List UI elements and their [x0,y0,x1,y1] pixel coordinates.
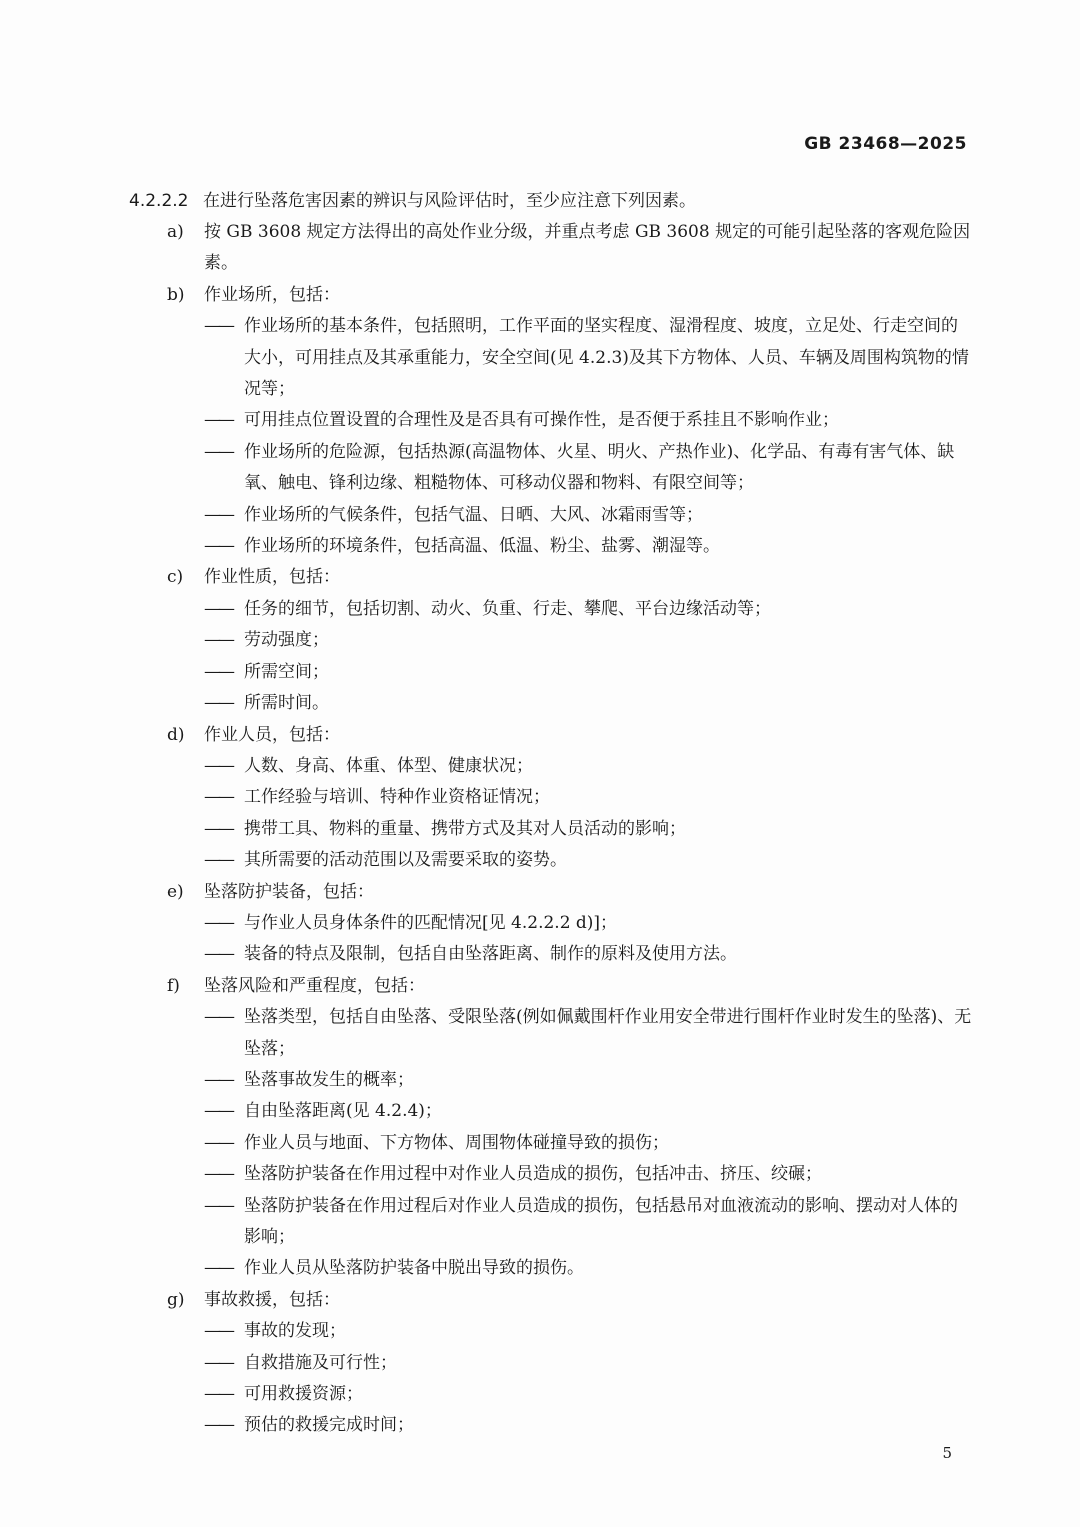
factor-list [0,217,1080,1442]
em-dash-marker: —— [204,1195,232,1216]
list-item-text: 按 GB 3608 规定方法得出的高处作业分级，并重点考虑 GB 3608 规定的可能引起坠落的客观危险因素。 [204,222,971,274]
sub-item [0,500,972,531]
em-dash-marker: —— [204,912,232,933]
em-dash-marker: —— [204,787,232,808]
em-dash-marker: —— [204,1384,232,1405]
sub-item [0,625,972,656]
sub-item [0,437,972,500]
sub-item [0,939,972,970]
sub-item [0,1253,972,1284]
em-dash-marker: —— [204,818,232,839]
sub-item-text: 事故的发现； [244,1321,346,1342]
em-dash-marker: —— [204,504,232,525]
clause-text: 在进行坠落危害因素的辨识与风险评估时，至少应注意下列因素。 [203,191,696,211]
sub-item [0,405,972,436]
em-dash-marker: —— [204,536,232,557]
em-dash-marker: —— [204,410,232,431]
list-item-letter: a) [167,222,184,242]
list-item-text: 事故救援，包括： [204,1289,340,1310]
sub-item-text: 其所需要的活动范围以及需要采取的姿势。 [244,850,567,871]
sub-item [0,845,972,876]
list-item-heading [0,877,1080,908]
sub-item-text: 坠落事故发生的概率； [244,1069,414,1090]
sub-item [0,1159,972,1190]
sub-item-text: 作业人员从坠落防护装备中脱出导致的损伤。 [244,1258,584,1279]
sub-item [0,688,972,719]
em-dash-marker: —— [204,1132,232,1153]
em-dash-marker: —— [204,630,232,651]
em-dash-marker: —— [204,661,232,682]
list-item-text: 坠落风险和严重程度，包括： [204,975,425,996]
list-item-text: 作业场所，包括： [204,284,340,305]
sub-item [0,751,972,782]
em-dash-marker: —— [204,1007,232,1028]
list-item [0,877,1080,971]
sub-item [0,1128,972,1159]
em-dash-marker: —— [204,1101,232,1122]
em-dash-marker: —— [204,598,232,619]
sub-item-text: 作业场所的气候条件，包括气温、日晒、大风、冰霜雨雪等； [244,504,703,525]
sub-item-text: 作业场所的环境条件，包括高温、低温、粉尘、盐雾、潮湿等。 [244,536,720,557]
standard-code: GB 23468—2025 [804,134,967,154]
sub-item [0,814,972,845]
em-dash-marker: —— [204,441,232,462]
em-dash-marker: —— [204,1164,232,1185]
sub-item-text: 装备的特点及限制，包括自由坠落距离、制作的原料及使用方法。 [244,944,737,965]
sub-item-text: 自救措施及可行性； [244,1352,397,1373]
list-item [0,217,1080,280]
list-item-heading [0,562,1080,593]
sub-item [0,1002,972,1065]
list-item [0,1285,1080,1442]
sub-item-text: 携带工具、物料的重量、携带方式及其对人员活动的影响； [244,818,686,839]
em-dash-marker: —— [204,850,232,871]
em-dash-marker: —— [204,1069,232,1090]
list-item-letter: d) [167,724,185,745]
sub-item [0,594,972,625]
list-item-letter: f) [167,975,180,996]
list-item-text: 作业性质，包括： [204,567,340,588]
sub-item [0,908,972,939]
list-item [0,280,1080,563]
sub-item-text: 所需空间； [244,661,329,682]
sub-item-text: 可用挂点位置设置的合理性及是否具有可操作性，是否便于系挂且不影响作业； [244,410,839,431]
em-dash-marker: —— [204,1352,232,1373]
clause-number: 4.2.2.2 [129,191,189,211]
sub-item-text: 作业人员与地面、下方物体、周围物体碰撞导致的损伤； [244,1132,669,1153]
sub-item [0,1065,972,1096]
list-item-heading [0,720,1080,751]
list-item-heading [0,971,1080,1002]
list-item [0,562,1080,719]
list-item-letter: e) [167,881,184,902]
list-item-heading [0,217,1080,280]
sub-item-text: 作业场所的危险源，包括热源(高温物体、火星、明火、产热作业)、化学品、有毒有害气体、缺氧、触电、锋利边缘、粗糙物体、可移动仪器和物料、有限空间等； [244,441,955,494]
sub-item-text: 作业场所的基本条件，包括照明，工作平面的坚实程度、湿滑程度、坡度，立足处、行走空间的大小，可用挂点及其承重能力，安全空间(见 4.2.3)及其下方物体、人员、车辆及周围构筑物的情况等； [244,316,969,400]
list-item-letter: b) [167,284,185,305]
list-item-letter: g) [167,1289,185,1310]
sub-item [0,531,972,562]
em-dash-marker: —— [204,755,232,776]
sub-item [0,782,972,813]
list-item [0,971,1080,1285]
sub-item-text: 坠落防护装备在作用过程后对作业人员造成的损伤，包括悬吊对血液流动的影响、摆动对人体的影响； [244,1195,958,1247]
list-item-heading [0,280,1080,311]
list-item-heading [0,1285,1080,1316]
em-dash-marker: —— [204,316,232,337]
sub-item [0,1410,972,1441]
em-dash-marker: —— [204,1321,232,1342]
sub-item [0,1379,972,1410]
sub-item [0,1191,972,1254]
sub-item-text: 所需时间。 [244,693,329,714]
list-item-text: 坠落防护装备，包括： [204,881,374,902]
sub-item-text: 预估的救援完成时间； [244,1415,414,1436]
sub-item-text: 可用救援资源； [244,1384,363,1405]
em-dash-marker: —— [204,693,232,714]
sub-item-text: 劳动强度； [244,630,329,651]
sub-item-text: 坠落防护装备在作用过程中对作业人员造成的损伤，包括冲击、挤压、绞碾； [244,1164,822,1185]
list-item [0,720,1080,877]
sub-item [0,1316,972,1347]
page-number: 5 [942,1444,952,1462]
sub-item-text: 自由坠落距离(见 4.2.4)； [244,1101,442,1122]
sub-item-text: 任务的细节，包括切割、动火、负重、行走、攀爬、平台边缘活动等； [244,598,771,619]
sub-item-text: 工作经验与培训、特种作业资格证情况； [244,787,550,808]
sub-item-text: 与作业人员身体条件的匹配情况[见 4.2.2.2 d)]； [244,912,618,933]
em-dash-marker: —— [204,1415,232,1436]
em-dash-marker: —— [204,1258,232,1279]
sub-item [0,311,972,405]
sub-item [0,1348,972,1379]
sub-item [0,657,972,688]
em-dash-marker: —— [204,944,232,965]
clause-heading [129,186,696,217]
list-item-text: 作业人员，包括： [204,724,340,745]
list-item-letter: c) [167,567,184,588]
sub-item-text: 人数、身高、体重、体型、健康状况； [244,755,533,776]
sub-item [0,1096,972,1127]
sub-item-text: 坠落类型，包括自由坠落、受限坠落(例如佩戴围杆作业用安全带进行围杆作业时发生的坠落)、无坠落； [244,1007,972,1059]
